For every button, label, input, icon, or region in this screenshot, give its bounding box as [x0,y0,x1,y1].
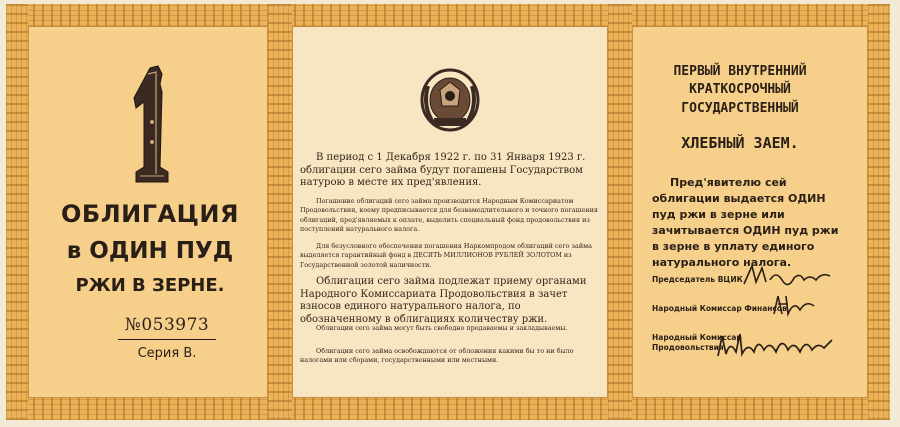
bond-title-line3: РЖИ В ЗЕРНЕ. [75,275,225,296]
signature-label-food-line2: Продовольствия [652,343,724,352]
text-redemption-procedure: Погашение облигаций сего займа производится Народным Комиссариатом Продовольствия, коему предписывается для безвамедлительного и точного погашения облигаций, пред'являемых к оплате, выделить специальный фонд продовольствия из поступлений натурального налога. [300,197,598,233]
signature-vtsik-chairman [742,262,834,288]
text-guarantee-fund: Для безусловного обеспечения погашения Наркомпродом облигаций сего займа выделяется гарантийный фонд в ДЕСЯТЬ МИЛЛИОНОВ РУБЛЕЙ ЗОЛОТОМ из Государственной золотой наличности. [300,242,592,269]
state-emblem-icon [418,66,482,134]
numeral-one-text: 1 [151,188,152,189]
right-ornament-border [868,4,890,420]
serial-number: №053973 [124,315,210,335]
bottom-ornament-border [6,398,890,420]
bond-title-line1: ОБЛИГАЦИЯ [61,200,239,228]
series-label: Серия В. [137,346,197,361]
ornate-numeral-one [128,62,174,192]
signature-label-vtsik: Председатель ВЦИК [652,275,743,284]
bond-title-line2: в ОДИН ПУД [66,238,234,264]
serial-underline [118,339,216,340]
text-redemption-period: В период с 1 Декабря 1922 г. по 31 Января 1923 г. облигации сего займа будут погашены Государством натурою в месте их пред'явления. [300,152,586,188]
top-ornament-border [6,4,890,26]
text-tax-acceptance: Облигации сего займа подлежат приему органами Народного Комиссариата Продовольствия в зачет взносов единого натурального налога, по обозначенному в облигациях количеству ржи. [300,276,587,325]
divider-ornament-right [608,4,632,420]
loan-title-line4: ХЛЕБНЫЙ ЗАЕМ. [681,134,799,152]
signature-food-commissar [716,330,836,360]
divider-ornament-left [268,4,292,420]
bearer-clause: Пред'явителю сей облигации выдается ОДИН пуд ржи в зерне или зачитывается ОДИН пуд ржи в зерне в уплату единого натурального налога. [652,176,839,269]
text-free-sale: Облигации сего займа могут быть свободно продаваемы и закладываемы. [316,324,568,332]
text-tax-exemption: Облигации сего займа освобождаются от обложения какими бы то ни было налогами или сборами, государственными или местными. [300,347,574,365]
loan-title-line3: ГОСУДАРСТВЕННЫЙ [681,101,799,116]
signature-label-finance: Народный Комиссар Финансов [652,304,787,313]
loan-title-line1: ПЕРВЫЙ ВНУТРЕННИЙ [673,64,807,79]
loan-title-line2: КРАТКОСРОЧНЫЙ [689,82,791,97]
signature-label-food-line1: Народный Комиссар [652,333,742,342]
signature-finance-commissar [770,292,820,318]
left-ornament-border [6,4,28,420]
